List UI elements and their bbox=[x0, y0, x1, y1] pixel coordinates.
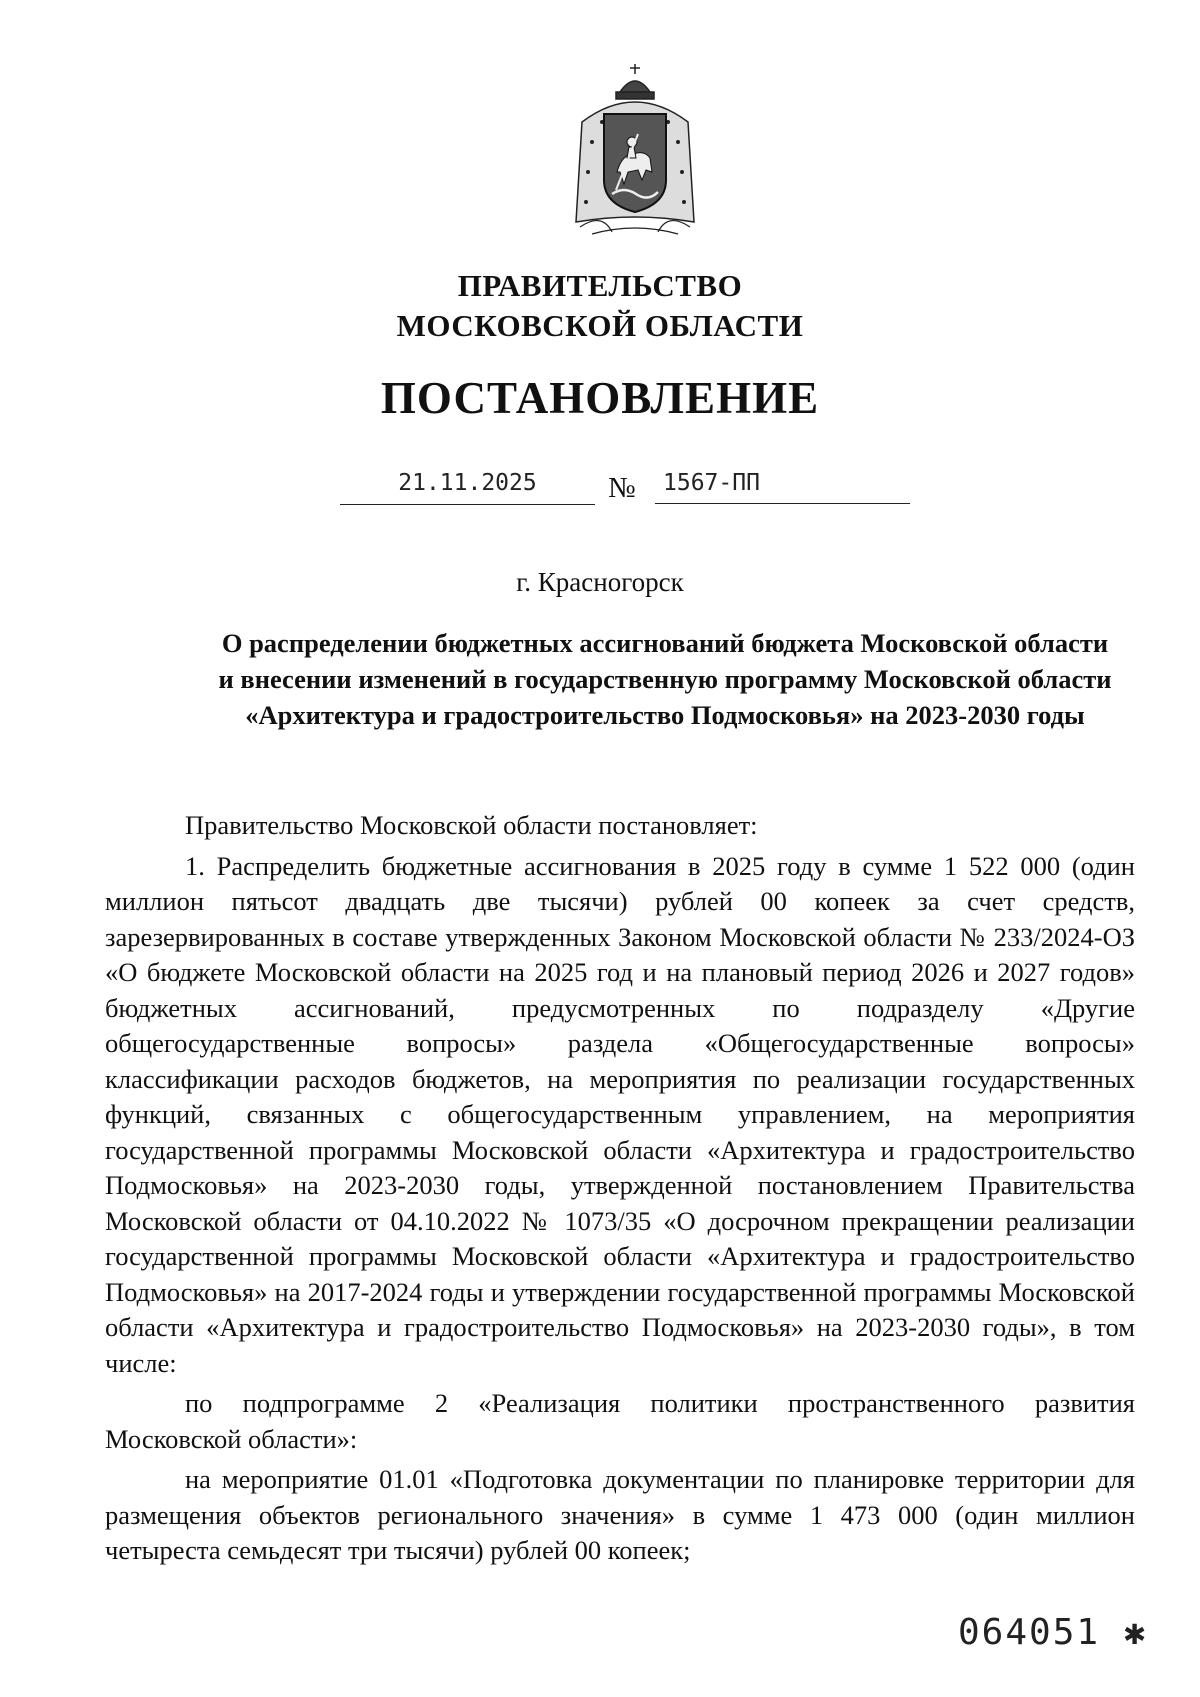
city-name: г. Красногорск bbox=[516, 567, 684, 597]
government-name-line1: ПРАВИТЕЛЬСТВО bbox=[457, 268, 743, 303]
serial-number bbox=[958, 1612, 1147, 1653]
asterisk-icon: ✱ bbox=[1100, 1612, 1148, 1653]
document-number: 1567-ПП bbox=[655, 470, 910, 504]
document-body bbox=[105, 808, 1135, 1569]
serial-number-text: 064051 bbox=[958, 1612, 1101, 1653]
document-type-heading: ПОСТАНОВЛЕНИЕ bbox=[380, 373, 820, 423]
document-title: О распределении бюджетных ассигнований бюджета Московской области и внесении изменений в государственную программу Московской области «Архитектура и градостроительство Подмосковья» на 2023-2030 годы bbox=[218, 628, 1112, 730]
document-date: 21.11.2025 bbox=[340, 470, 595, 505]
coat-of-arms-emblem bbox=[572, 62, 698, 240]
number-sign: № bbox=[608, 472, 636, 504]
paragraph-subprogram: по подпрограмме 2 «Реализация политики пространственного развития Московской области»: bbox=[105, 1388, 1135, 1454]
paragraph-measure: на мероприятие 01.01 «Подготовка документации по планировке территории для размещения объектов регионального значения» в сумме 1 473 000 (один миллион четыреста семьдесят три тысячи) рублей 00 копеек; bbox=[105, 1464, 1135, 1565]
government-name-line2: МОСКОВСКОЙ ОБЛАСТИ bbox=[396, 308, 804, 343]
paragraph-1: 1. Распределить бюджетные ассигнования в 2025 году в сумме 1 522 000 (один миллион пятьсот двадцать две тысячи) рублей 00 копеек за счет средств, зарезервированных в составе утвержденных Законом Московской области № 233/2024-ОЗ «О бюджете Московской области на 2025 год и на плановый период 2026 и 2027 годов» бюджетных ассигнований, предусмотренных по подразделу «Другие общегосударственные вопросы» раздела «Общегосударственные вопросы» классификации расходов бюджетов, на мероприятия по реализации государственных функций, связанных с общегосударственным управлением, на мероприятия государственной программы Московской области «Архитектура и градостроительство Подмосковья» на 2023-2030 годы, утвержденной постановлением Правительства Московской области от 04.10.2022 № 1073/35 «О досрочном прекращении реализации государственной программы Московской области «Архитектура и градостроительство Подмосковья» на 2017-2024 годы и утверждении государственной программы Московской области «Архитектура и градостроительство Подмосковья» на 2023-2030 годы», в том числе: bbox=[105, 850, 1135, 1378]
intro-paragraph: Правительство Московской области постановляет: bbox=[185, 810, 758, 840]
